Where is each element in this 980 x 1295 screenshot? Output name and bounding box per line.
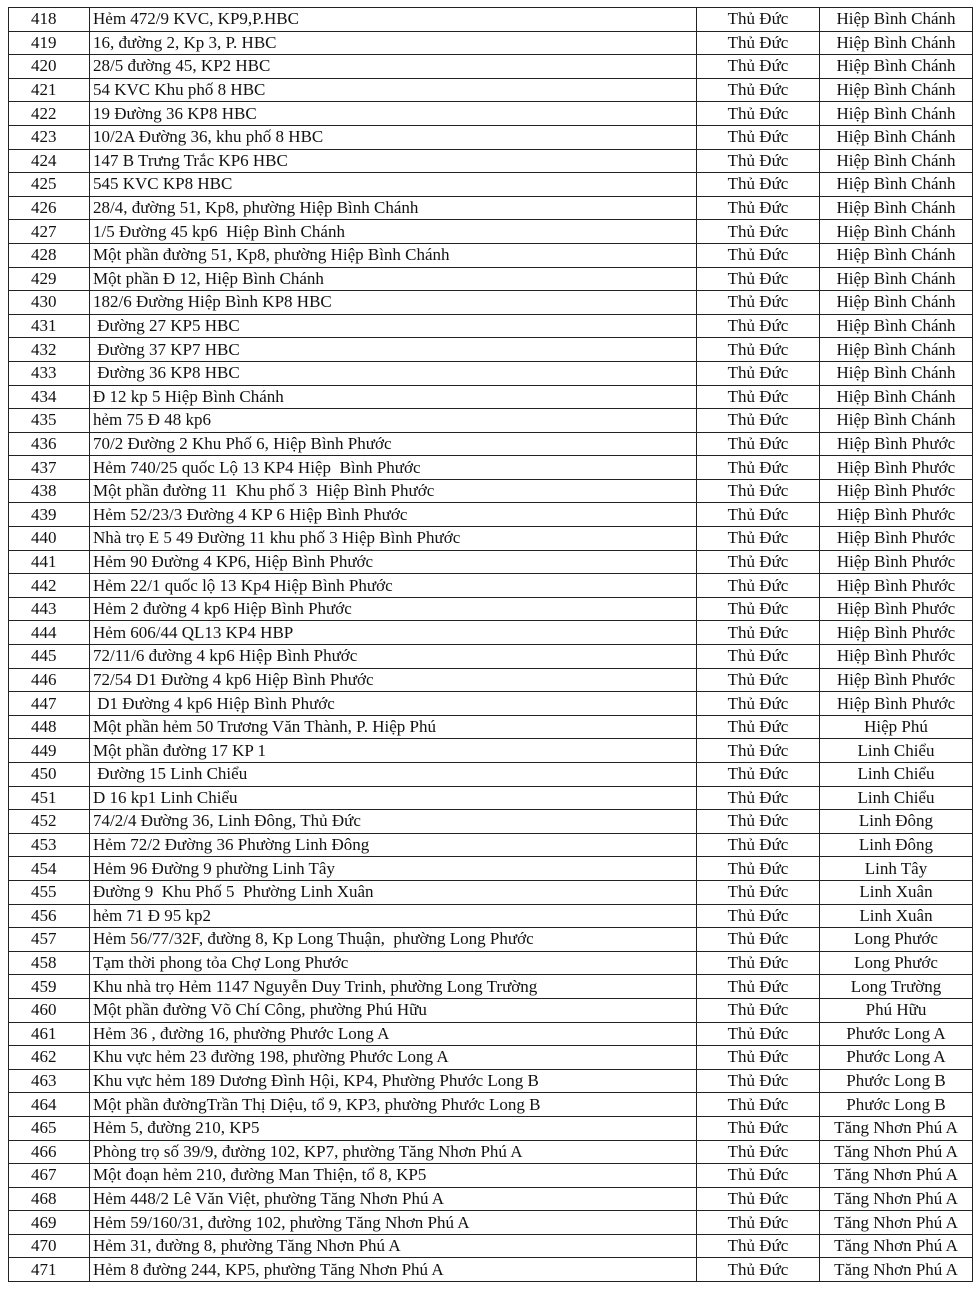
- district-cell: Thủ Đức: [697, 998, 820, 1022]
- ward-cell: Linh Chiểu: [820, 763, 973, 787]
- table-row: [9, 1234, 973, 1258]
- address-cell: 74/2/4 Đường 36, Linh Đông, Thủ Đức: [90, 810, 697, 834]
- district-cell: Thủ Đức: [697, 1046, 820, 1070]
- ward-cell: Hiệp Bình Chánh: [820, 102, 973, 126]
- district-cell: Thủ Đức: [697, 149, 820, 173]
- row-number-cell: 469: [9, 1211, 90, 1235]
- row-number-cell: 465: [9, 1116, 90, 1140]
- table-row: [9, 8, 973, 32]
- district-cell: Thủ Đức: [697, 1164, 820, 1188]
- row-number-cell: 425: [9, 173, 90, 197]
- district-cell: Thủ Đức: [697, 1211, 820, 1235]
- table-row: [9, 1140, 973, 1164]
- address-cell: 28/4, đường 51, Kp8, phường Hiệp Bình Chánh: [90, 196, 697, 220]
- row-number-cell: 439: [9, 503, 90, 527]
- ward-cell: Hiệp Bình Chánh: [820, 55, 973, 79]
- table-row: [9, 857, 973, 881]
- ward-cell: Tăng Nhơn Phú A: [820, 1140, 973, 1164]
- ward-cell: Hiệp Bình Phước: [820, 550, 973, 574]
- row-number-cell: 448: [9, 715, 90, 739]
- address-cell: hẻm 75 Đ 48 kp6: [90, 409, 697, 433]
- address-cell: Một phần Đ 12, Hiệp Bình Chánh: [90, 267, 697, 291]
- row-number-cell: 449: [9, 739, 90, 763]
- address-cell: Khu nhà trọ Hẻm 1147 Nguyễn Duy Trinh, phường Long Trường: [90, 975, 697, 999]
- table-row: [9, 1164, 973, 1188]
- table-row: [9, 1187, 973, 1211]
- ward-cell: Tăng Nhơn Phú A: [820, 1116, 973, 1140]
- row-number-cell: 460: [9, 998, 90, 1022]
- address-table-sheet: [8, 7, 973, 1282]
- row-number-cell: 429: [9, 267, 90, 291]
- row-number-cell: 420: [9, 55, 90, 79]
- ward-cell: Linh Xuân: [820, 880, 973, 904]
- district-cell: Thủ Đức: [697, 361, 820, 385]
- district-cell: Thủ Đức: [697, 904, 820, 928]
- row-number-cell: 440: [9, 527, 90, 551]
- ward-cell: Hiệp Bình Phước: [820, 574, 973, 598]
- ward-cell: Long Phước: [820, 928, 973, 952]
- ward-cell: Long Trường: [820, 975, 973, 999]
- row-number-cell: 441: [9, 550, 90, 574]
- district-cell: Thủ Đức: [697, 1069, 820, 1093]
- district-cell: Thủ Đức: [697, 456, 820, 480]
- table-row: [9, 243, 973, 267]
- address-cell: Hẻm 31, đường 8, phường Tăng Nhơn Phú A: [90, 1234, 697, 1258]
- district-cell: Thủ Đức: [697, 8, 820, 32]
- row-number-cell: 444: [9, 621, 90, 645]
- table-row: [9, 645, 973, 669]
- row-number-cell: 443: [9, 597, 90, 621]
- district-cell: Thủ Đức: [697, 645, 820, 669]
- ward-cell: Phước Long A: [820, 1046, 973, 1070]
- district-cell: Thủ Đức: [697, 975, 820, 999]
- district-cell: Thủ Đức: [697, 1187, 820, 1211]
- district-cell: Thủ Đức: [697, 951, 820, 975]
- address-cell: Hẻm 96 Đường 9 phường Linh Tây: [90, 857, 697, 881]
- district-cell: Thủ Đức: [697, 715, 820, 739]
- district-cell: Thủ Đức: [697, 692, 820, 716]
- ward-cell: Hiệp Phú: [820, 715, 973, 739]
- table-row: [9, 880, 973, 904]
- district-cell: Thủ Đức: [697, 267, 820, 291]
- row-number-cell: 418: [9, 8, 90, 32]
- address-cell: 1/5 Đường 45 kp6 Hiệp Bình Chánh: [90, 220, 697, 244]
- district-cell: Thủ Đức: [697, 668, 820, 692]
- address-cell: Một phần hẻm 50 Trương Văn Thành, P. Hiệp Phú: [90, 715, 697, 739]
- district-cell: Thủ Đức: [697, 314, 820, 338]
- table-row: [9, 503, 973, 527]
- row-number-cell: 436: [9, 432, 90, 456]
- table-row: [9, 550, 973, 574]
- table-row: [9, 1046, 973, 1070]
- table-row: [9, 998, 973, 1022]
- address-cell: D1 Đường 4 kp6 Hiệp Bình Phước: [90, 692, 697, 716]
- address-cell: 72/11/6 đường 4 kp6 Hiệp Bình Phước: [90, 645, 697, 669]
- table-row: [9, 668, 973, 692]
- row-number-cell: 427: [9, 220, 90, 244]
- ward-cell: Tăng Nhơn Phú A: [820, 1258, 973, 1282]
- row-number-cell: 461: [9, 1022, 90, 1046]
- address-cell: Đ 12 kp 5 Hiệp Bình Chánh: [90, 385, 697, 409]
- row-number-cell: 450: [9, 763, 90, 787]
- table-row: [9, 291, 973, 315]
- lockdown-address-table: [8, 7, 973, 1282]
- ward-cell: Hiệp Bình Phước: [820, 597, 973, 621]
- address-cell: hẻm 71 Đ 95 kp2: [90, 904, 697, 928]
- table-row: [9, 786, 973, 810]
- row-number-cell: 468: [9, 1187, 90, 1211]
- ward-cell: Hiệp Bình Chánh: [820, 196, 973, 220]
- table-row: [9, 527, 973, 551]
- district-cell: Thủ Đức: [697, 1116, 820, 1140]
- address-cell: Hẻm 56/77/32F, đường 8, Kp Long Thuận, phường Long Phước: [90, 928, 697, 952]
- district-cell: Thủ Đức: [697, 810, 820, 834]
- address-cell: Hẻm 22/1 quốc lộ 13 Kp4 Hiệp Bình Phước: [90, 574, 697, 598]
- ward-cell: Hiệp Bình Chánh: [820, 338, 973, 362]
- table-row: [9, 621, 973, 645]
- ward-cell: Tăng Nhơn Phú A: [820, 1164, 973, 1188]
- row-number-cell: 433: [9, 361, 90, 385]
- district-cell: Thủ Đức: [697, 432, 820, 456]
- row-number-cell: 463: [9, 1069, 90, 1093]
- district-cell: Thủ Đức: [697, 1022, 820, 1046]
- address-cell: Hẻm 606/44 QL13 KP4 HBP: [90, 621, 697, 645]
- table-row: [9, 833, 973, 857]
- table-row: [9, 574, 973, 598]
- district-cell: Thủ Đức: [697, 479, 820, 503]
- address-cell: D 16 kp1 Linh Chiểu: [90, 786, 697, 810]
- address-cell: Phòng trọ số 39/9, đường 102, KP7, phường Tăng Nhơn Phú A: [90, 1140, 697, 1164]
- address-cell: Khu vực hẻm 189 Dương Đình Hội, KP4, Phường Phước Long B: [90, 1069, 697, 1093]
- row-number-cell: 453: [9, 833, 90, 857]
- table-row: [9, 31, 973, 55]
- table-row: [9, 810, 973, 834]
- ward-cell: Hiệp Bình Chánh: [820, 243, 973, 267]
- district-cell: Thủ Đức: [697, 102, 820, 126]
- ward-cell: Phước Long B: [820, 1093, 973, 1117]
- address-cell: 72/54 D1 Đường 4 kp6 Hiệp Bình Phước: [90, 668, 697, 692]
- table-row: [9, 692, 973, 716]
- address-cell: Đường 27 KP5 HBC: [90, 314, 697, 338]
- row-number-cell: 445: [9, 645, 90, 669]
- district-cell: Thủ Đức: [697, 1140, 820, 1164]
- row-number-cell: 462: [9, 1046, 90, 1070]
- ward-cell: Hiệp Bình Chánh: [820, 267, 973, 291]
- ward-cell: Hiệp Bình Phước: [820, 456, 973, 480]
- address-cell: Hẻm 72/2 Đường 36 Phường Linh Đông: [90, 833, 697, 857]
- row-number-cell: 456: [9, 904, 90, 928]
- ward-cell: Phước Long B: [820, 1069, 973, 1093]
- table-row: [9, 1022, 973, 1046]
- address-cell: 147 B Trưng Trắc KP6 HBC: [90, 149, 697, 173]
- district-cell: Thủ Đức: [697, 173, 820, 197]
- district-cell: Thủ Đức: [697, 527, 820, 551]
- table-row: [9, 1093, 973, 1117]
- row-number-cell: 458: [9, 951, 90, 975]
- district-cell: Thủ Đức: [697, 243, 820, 267]
- table-row: [9, 196, 973, 220]
- address-cell: 19 Đường 36 KP8 HBC: [90, 102, 697, 126]
- ward-cell: Tăng Nhơn Phú A: [820, 1234, 973, 1258]
- table-row: [9, 338, 973, 362]
- table-row: [9, 1211, 973, 1235]
- address-cell: 70/2 Đường 2 Khu Phố 6, Hiệp Bình Phước: [90, 432, 697, 456]
- ward-cell: Hiệp Bình Chánh: [820, 291, 973, 315]
- district-cell: Thủ Đức: [697, 574, 820, 598]
- address-cell: Hẻm 5, đường 210, KP5: [90, 1116, 697, 1140]
- row-number-cell: 426: [9, 196, 90, 220]
- row-number-cell: 459: [9, 975, 90, 999]
- district-cell: Thủ Đức: [697, 597, 820, 621]
- row-number-cell: 446: [9, 668, 90, 692]
- ward-cell: Hiệp Bình Phước: [820, 668, 973, 692]
- address-cell: Hẻm 90 Đường 4 KP6, Hiệp Bình Phước: [90, 550, 697, 574]
- table-row: [9, 904, 973, 928]
- ward-cell: Linh Đông: [820, 810, 973, 834]
- address-cell: 54 KVC Khu phố 8 HBC: [90, 78, 697, 102]
- table-row: [9, 385, 973, 409]
- address-cell: Hẻm 740/25 quốc Lộ 13 KP4 Hiệp Bình Phước: [90, 456, 697, 480]
- district-cell: Thủ Đức: [697, 1234, 820, 1258]
- table-row: [9, 975, 973, 999]
- table-body: [9, 8, 973, 1282]
- table-row: [9, 173, 973, 197]
- district-cell: Thủ Đức: [697, 1093, 820, 1117]
- row-number-cell: 428: [9, 243, 90, 267]
- address-cell: 545 KVC KP8 HBC: [90, 173, 697, 197]
- district-cell: Thủ Đức: [697, 739, 820, 763]
- address-cell: 28/5 đường 45, KP2 HBC: [90, 55, 697, 79]
- address-cell: Hẻm 472/9 KVC, KP9,P.HBC: [90, 8, 697, 32]
- row-number-cell: 434: [9, 385, 90, 409]
- district-cell: Thủ Đức: [697, 763, 820, 787]
- row-number-cell: 424: [9, 149, 90, 173]
- address-cell: Một phần đườngTrần Thị Diệu, tổ 9, KP3, phường Phước Long B: [90, 1093, 697, 1117]
- district-cell: Thủ Đức: [697, 385, 820, 409]
- ward-cell: Hiệp Bình Phước: [820, 527, 973, 551]
- table-row: [9, 479, 973, 503]
- address-cell: Đường 37 KP7 HBC: [90, 338, 697, 362]
- row-number-cell: 457: [9, 928, 90, 952]
- table-row: [9, 739, 973, 763]
- table-row: [9, 1116, 973, 1140]
- table-row: [9, 928, 973, 952]
- ward-cell: Linh Đông: [820, 833, 973, 857]
- table-row: [9, 432, 973, 456]
- ward-cell: Hiệp Bình Chánh: [820, 149, 973, 173]
- table-row: [9, 951, 973, 975]
- row-number-cell: 466: [9, 1140, 90, 1164]
- row-number-cell: 451: [9, 786, 90, 810]
- table-row: [9, 55, 973, 79]
- address-cell: Hẻm 59/160/31, đường 102, phường Tăng Nhơn Phú A: [90, 1211, 697, 1235]
- row-number-cell: 442: [9, 574, 90, 598]
- address-cell: Tạm thời phong tỏa Chợ Long Phước: [90, 951, 697, 975]
- row-number-cell: 422: [9, 102, 90, 126]
- row-number-cell: 467: [9, 1164, 90, 1188]
- row-number-cell: 470: [9, 1234, 90, 1258]
- address-cell: Đường 9 Khu Phố 5 Phường Linh Xuân: [90, 880, 697, 904]
- row-number-cell: 447: [9, 692, 90, 716]
- address-cell: Một phần đường 11 Khu phố 3 Hiệp Bình Phước: [90, 479, 697, 503]
- district-cell: Thủ Đức: [697, 338, 820, 362]
- table-row: [9, 267, 973, 291]
- ward-cell: Hiệp Bình Chánh: [820, 385, 973, 409]
- address-cell: Đường 36 KP8 HBC: [90, 361, 697, 385]
- table-row: [9, 361, 973, 385]
- address-cell: Một phần đường 51, Kp8, phường Hiệp Bình Chánh: [90, 243, 697, 267]
- table-row: [9, 220, 973, 244]
- ward-cell: Hiệp Bình Chánh: [820, 125, 973, 149]
- row-number-cell: 432: [9, 338, 90, 362]
- district-cell: Thủ Đức: [697, 409, 820, 433]
- row-number-cell: 419: [9, 31, 90, 55]
- ward-cell: Phú Hữu: [820, 998, 973, 1022]
- ward-cell: Hiệp Bình Phước: [820, 692, 973, 716]
- address-cell: Một phần đường 17 KP 1: [90, 739, 697, 763]
- row-number-cell: 430: [9, 291, 90, 315]
- address-cell: Một phần đường Võ Chí Công, phường Phú Hữu: [90, 998, 697, 1022]
- row-number-cell: 435: [9, 409, 90, 433]
- row-number-cell: 464: [9, 1093, 90, 1117]
- ward-cell: Hiệp Bình Chánh: [820, 409, 973, 433]
- table-row: [9, 314, 973, 338]
- table-row: [9, 1258, 973, 1282]
- district-cell: Thủ Đức: [697, 78, 820, 102]
- row-number-cell: 421: [9, 78, 90, 102]
- ward-cell: Hiệp Bình Phước: [820, 479, 973, 503]
- ward-cell: Hiệp Bình Phước: [820, 432, 973, 456]
- ward-cell: Hiệp Bình Phước: [820, 621, 973, 645]
- table-row: [9, 597, 973, 621]
- ward-cell: Linh Tây: [820, 857, 973, 881]
- address-cell: Hẻm 8 đường 244, KP5, phường Tăng Nhơn Phú A: [90, 1258, 697, 1282]
- district-cell: Thủ Đức: [697, 928, 820, 952]
- ward-cell: Linh Chiểu: [820, 786, 973, 810]
- district-cell: Thủ Đức: [697, 833, 820, 857]
- district-cell: Thủ Đức: [697, 857, 820, 881]
- district-cell: Thủ Đức: [697, 880, 820, 904]
- ward-cell: Phước Long A: [820, 1022, 973, 1046]
- address-cell: 16, đường 2, Kp 3, P. HBC: [90, 31, 697, 55]
- table-row: [9, 409, 973, 433]
- district-cell: Thủ Đức: [697, 291, 820, 315]
- table-row: [9, 456, 973, 480]
- row-number-cell: 437: [9, 456, 90, 480]
- table-row: [9, 125, 973, 149]
- table-row: [9, 149, 973, 173]
- ward-cell: Hiệp Bình Chánh: [820, 361, 973, 385]
- ward-cell: Linh Chiểu: [820, 739, 973, 763]
- row-number-cell: 452: [9, 810, 90, 834]
- district-cell: Thủ Đức: [697, 503, 820, 527]
- table-row: [9, 1069, 973, 1093]
- table-row: [9, 78, 973, 102]
- ward-cell: Hiệp Bình Phước: [820, 645, 973, 669]
- district-cell: Thủ Đức: [697, 220, 820, 244]
- table-row: [9, 715, 973, 739]
- district-cell: Thủ Đức: [697, 1258, 820, 1282]
- row-number-cell: 455: [9, 880, 90, 904]
- ward-cell: Tăng Nhơn Phú A: [820, 1187, 973, 1211]
- address-cell: Đường 15 Linh Chiểu: [90, 763, 697, 787]
- row-number-cell: 438: [9, 479, 90, 503]
- ward-cell: Hiệp Bình Chánh: [820, 78, 973, 102]
- ward-cell: Hiệp Bình Chánh: [820, 8, 973, 32]
- address-cell: Một đoạn hẻm 210, đường Man Thiện, tổ 8, KP5: [90, 1164, 697, 1188]
- district-cell: Thủ Đức: [697, 55, 820, 79]
- table-row: [9, 763, 973, 787]
- address-cell: Nhà trọ E 5 49 Đường 11 khu phố 3 Hiệp Bình Phước: [90, 527, 697, 551]
- row-number-cell: 423: [9, 125, 90, 149]
- address-cell: Khu vực hẻm 23 đường 198, phường Phước Long A: [90, 1046, 697, 1070]
- address-cell: Hẻm 52/23/3 Đường 4 KP 6 Hiệp Bình Phước: [90, 503, 697, 527]
- district-cell: Thủ Đức: [697, 196, 820, 220]
- district-cell: Thủ Đức: [697, 550, 820, 574]
- district-cell: Thủ Đức: [697, 31, 820, 55]
- row-number-cell: 454: [9, 857, 90, 881]
- ward-cell: Tăng Nhơn Phú A: [820, 1211, 973, 1235]
- address-cell: 182/6 Đường Hiệp Bình KP8 HBC: [90, 291, 697, 315]
- ward-cell: Long Phước: [820, 951, 973, 975]
- ward-cell: Linh Xuân: [820, 904, 973, 928]
- row-number-cell: 471: [9, 1258, 90, 1282]
- address-cell: Hẻm 2 đường 4 kp6 Hiệp Bình Phước: [90, 597, 697, 621]
- ward-cell: Hiệp Bình Chánh: [820, 173, 973, 197]
- address-cell: Hẻm 36 , đường 16, phường Phước Long A: [90, 1022, 697, 1046]
- row-number-cell: 431: [9, 314, 90, 338]
- district-cell: Thủ Đức: [697, 621, 820, 645]
- ward-cell: Hiệp Bình Phước: [820, 503, 973, 527]
- table-row: [9, 102, 973, 126]
- district-cell: Thủ Đức: [697, 125, 820, 149]
- district-cell: Thủ Đức: [697, 786, 820, 810]
- ward-cell: Hiệp Bình Chánh: [820, 31, 973, 55]
- address-cell: Hẻm 448/2 Lê Văn Việt, phường Tăng Nhơn Phú A: [90, 1187, 697, 1211]
- ward-cell: Hiệp Bình Chánh: [820, 220, 973, 244]
- address-cell: 10/2A Đường 36, khu phố 8 HBC: [90, 125, 697, 149]
- ward-cell: Hiệp Bình Chánh: [820, 314, 973, 338]
